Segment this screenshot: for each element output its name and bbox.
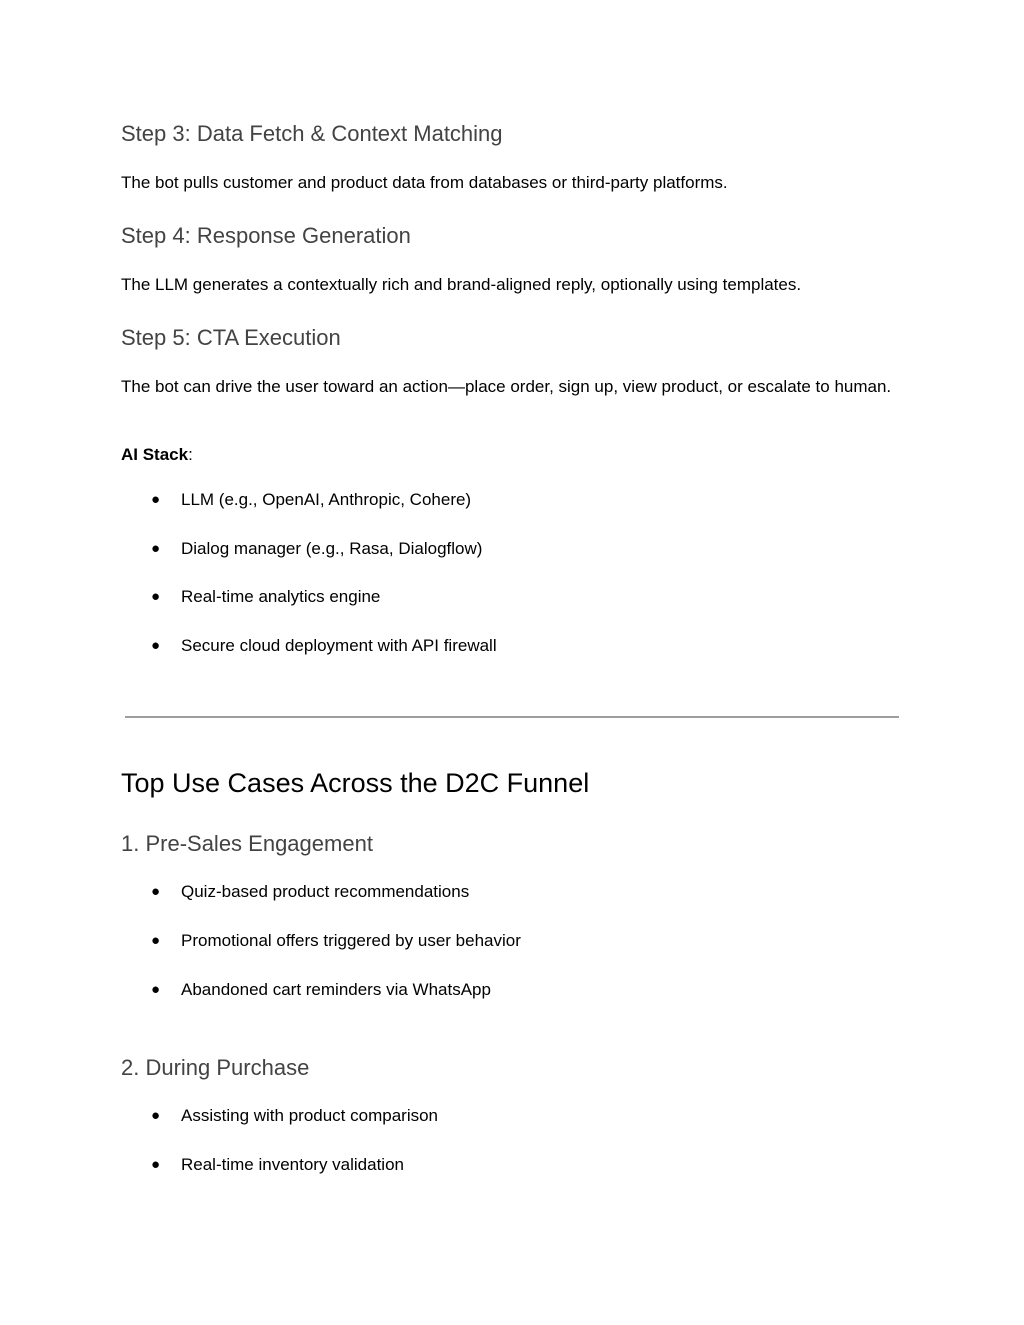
bullet-icon: ● (151, 540, 161, 557)
ai-stack-label-colon: : (188, 445, 193, 464)
pre-sales-item: Abandoned cart reminders via WhatsApp (181, 980, 491, 999)
step4-heading: Step 4: Response Generation (121, 223, 411, 248)
step4-body: The LLM generates a contextually rich and brand-aligned reply, optionally using templates. (121, 275, 802, 294)
use-cases-title: Top Use Cases Across the D2C Funnel (121, 768, 590, 798)
step5-body: The bot can drive the user toward an action—place order, sign up, view product, or escalate to human. (121, 377, 892, 396)
pre-sales-item: Quiz-based product recommendations (181, 882, 470, 901)
ai-stack-item: Dialog manager (e.g., Rasa, Dialogflow) (181, 539, 483, 558)
bullet-icon: ● (151, 637, 161, 654)
horizontal-divider (125, 716, 899, 718)
bullet-icon: ● (151, 981, 161, 998)
bullet-icon: ● (151, 883, 161, 900)
ai-stack-label-text: AI Stack (121, 445, 189, 464)
ai-stack-item: Real-time analytics engine (181, 587, 381, 606)
bullet-icon: ● (151, 1107, 161, 1124)
step3-body: The bot pulls customer and product data from databases or third-party platforms. (121, 173, 728, 192)
during-purchase-heading: 2. During Purchase (121, 1055, 310, 1080)
during-purchase-item: Real-time inventory validation (181, 1155, 404, 1174)
step3-heading: Step 3: Data Fetch & Context Matching (121, 121, 503, 146)
pre-sales-item: Promotional offers triggered by user behavior (181, 931, 521, 950)
during-purchase-item: Assisting with product comparison (181, 1106, 439, 1125)
ai-stack-item: LLM (e.g., OpenAI, Anthropic, Cohere) (181, 490, 472, 509)
ai-stack-label (121, 443, 193, 467)
bullet-icon: ● (151, 932, 161, 949)
pre-sales-heading: 1. Pre-Sales Engagement (121, 831, 373, 856)
bullet-icon: ● (151, 588, 161, 605)
bullet-icon: ● (151, 1156, 161, 1173)
bullet-icon: ● (151, 491, 161, 508)
step5-heading: Step 5: CTA Execution (121, 325, 341, 350)
ai-stack-item: Secure cloud deployment with API firewall (181, 636, 497, 655)
